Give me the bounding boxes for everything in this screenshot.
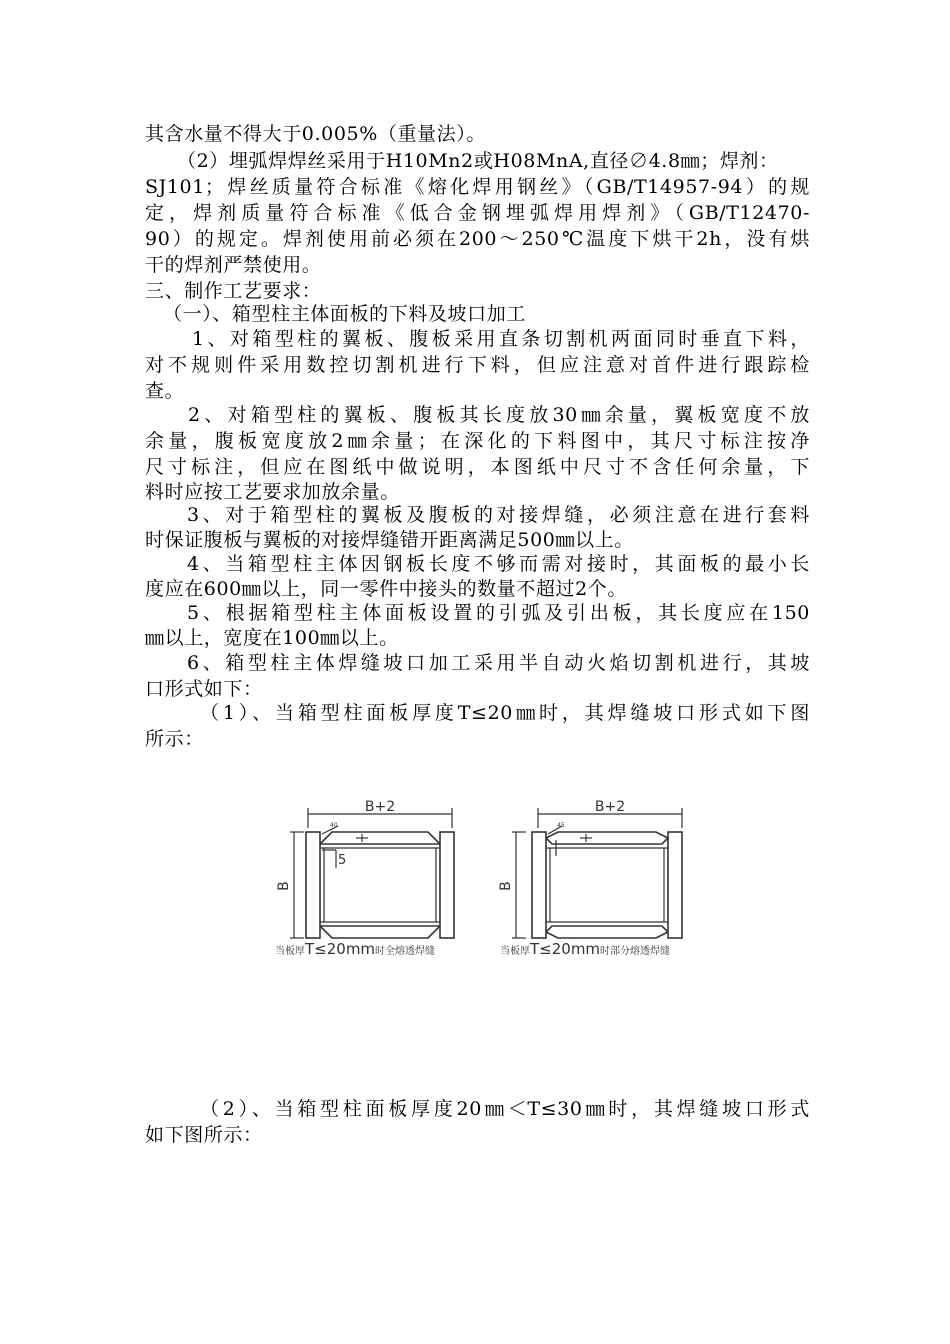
sub-item-2-line-1: （2）、当箱型柱面板厚度20㎜＜T≤30㎜时，其焊缝坡口形式 <box>200 1098 810 1120</box>
item-5-line-2: ㎜以上，宽度在100㎜以上。 <box>145 627 399 649</box>
left-caption-prefix: 当板厚 <box>275 946 305 957</box>
item-1-line-2: 对不规则件采用数控切割机进行下料，但应注意对首件进行跟踪检 <box>145 354 810 376</box>
text-line-2: （2）埋弧焊焊丝采用于H10Mn2或H08MnA,直径∅4.8㎜；焊剂： <box>177 150 779 172</box>
left-angle-label: 40 <box>330 822 338 829</box>
item-3-line-2: 时保证腹板与翼板的对接焊缝错开距离满足500㎜以上。 <box>145 529 634 551</box>
text-line-1: 其含水量不得大于0.005%（重量法）。 <box>145 123 486 145</box>
sub-item-2-line-2: 如下图所示： <box>145 1124 263 1146</box>
item-2-line-1: 2、对箱型柱的翼板、腹板其长度放30㎜余量，翼板宽度不放 <box>188 404 810 426</box>
sub-item-1-line-2: 所示： <box>145 728 204 750</box>
item-2-line-4: 料时应按工艺要求加放余量。 <box>145 481 400 503</box>
section-heading-3: 三、制作工艺要求： <box>145 280 322 302</box>
item-5-line-1: 5、根据箱型柱主体面板设置的引弧及引出板，其长度应在150 <box>187 602 810 624</box>
item-1-line-1: 1、对箱型柱的翼板、腹板采用直条切割机两面同时垂直下料， <box>192 328 810 350</box>
right-side-dim: B <box>498 881 514 891</box>
item-2-line-2: 余量，腹板宽度放2㎜余量；在深化的下料图中，其尺寸标注按净 <box>145 430 810 452</box>
left-top-dim: B+2 <box>364 800 396 815</box>
text-line-6: 干的焊剂严禁使用。 <box>145 254 322 276</box>
item-4-line-1: 4、当箱型柱主体因钢板长度不够而需对接时，其面板的最小长 <box>187 553 810 575</box>
left-root-label: 5 <box>338 853 347 868</box>
right-diagram <box>512 808 682 938</box>
text-line-3: SJ101；焊丝质量符合标准《熔化焊用钢丝》（GB/T14957-94）的规 <box>145 176 810 198</box>
right-caption <box>500 940 670 958</box>
right-caption-suffix: 时部分熔透焊缝 <box>600 946 671 957</box>
right-caption-prefix: 当板厚 <box>500 946 530 957</box>
weld-groove-figure <box>270 800 720 970</box>
left-caption-value: T≤20mm <box>305 940 376 958</box>
text-line-4: 定，焊剂质量符合标准《低合金钢埋弧焊用焊剂》（GB/T12470- <box>145 202 810 224</box>
right-angle-label: 45 <box>557 822 565 829</box>
sub-item-1-line-1: （1）、当箱型柱面板厚度T≤20㎜时，其焊缝坡口形式如下图 <box>200 702 810 724</box>
right-top-dim: B+2 <box>594 800 626 815</box>
subsection-heading-1: （一）、箱型柱主体面板的下料及坡口加工 <box>163 303 526 325</box>
item-6-line-2: 口形式如下： <box>145 678 263 700</box>
item-3-line-1: 3、对于箱型柱的翼板及腹板的对接焊缝，必须注意在进行套料 <box>187 504 810 526</box>
item-2-line-3: 尺寸标注，但应在图纸中做说明，本图纸中尺寸不含任何余量，下 <box>145 456 810 478</box>
item-1-line-3: 查。 <box>145 380 185 402</box>
left-side-dim: B <box>276 881 292 891</box>
text-line-5: 90）的规定。焊剂使用前必须在200～250℃温度下烘干2h，没有烘 <box>145 228 810 250</box>
left-diagram <box>290 808 454 938</box>
left-caption <box>275 940 435 958</box>
right-caption-value: T≤20mm <box>530 940 601 958</box>
item-6-line-1: 6、箱型柱主体焊缝坡口加工采用半自动火焰切割机进行，其坡 <box>187 652 810 674</box>
left-caption-suffix: 时全熔透焊缝 <box>375 946 436 957</box>
weld-groove-svg <box>270 800 720 970</box>
item-4-line-2: 度应在600㎜以上，同一零件中接头的数量不超过2个。 <box>145 578 627 600</box>
